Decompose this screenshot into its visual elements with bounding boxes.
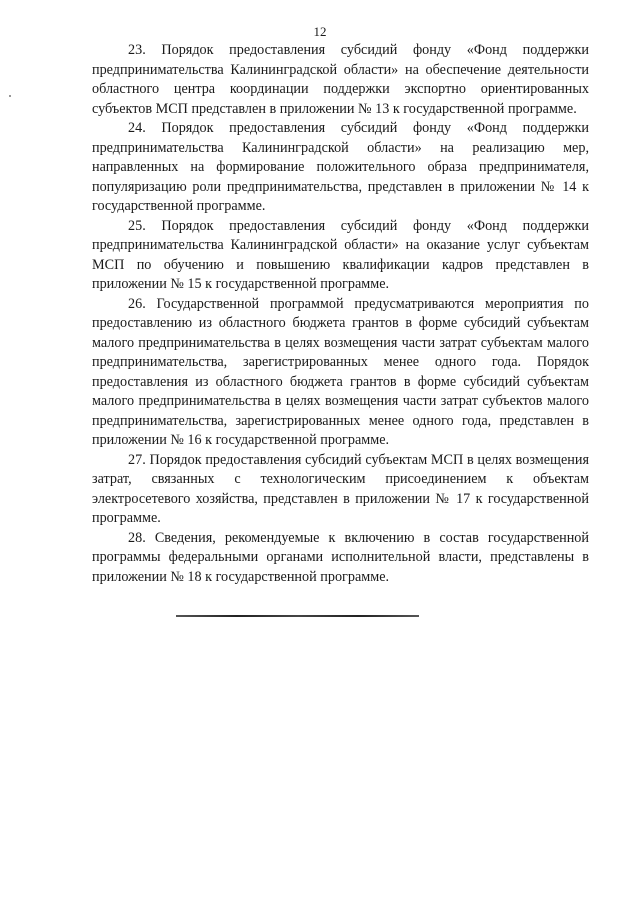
paragraph-25: 25. Порядок предоставления субсидий фонду «Фонд поддержки предпринимательства Калининградской области» на оказание услуг субъектам МСП по обучению и повышению квалификации кадров представлен в приложении № 15 к государственной программе. (92, 217, 589, 292)
end-of-document-rule (176, 615, 419, 617)
paragraph-23: 23. Порядок предоставления субсидий фонду «Фонд поддержки предпринимательства Калининградской области» на обеспечение деятельности областного центра координации поддержки экспортно ориентированных субъектов МСП представлен в приложении № 13 к государственной программе. (92, 42, 589, 117)
page-number: 12 (313, 24, 327, 39)
paragraph-26: 26. Государственной программой предусматриваются мероприятия по предоставлению из областного бюджета грантов в форме субсидий субъектам малого предпринимательства в целях возмещения части затрат субъектам малого предпринимательства, зарегистрированных менее одного года. Порядок предоставления из областного бюджета грантов в форме субсидий субъектам малого предпринимательства в целях возмещения части затрат субъектов малого предпринимательства, зарегистрированных менее одного года, представлен в приложении № 16 к государственной программе. (92, 295, 589, 448)
paragraph-27: 27. Порядок предоставления субсидий субъектам МСП в целях возмещения затрат, связанных с технологическим присоединением к объектам электросетевого хозяйства, представлен в приложении № 17 к государственной программе. (92, 451, 589, 526)
paragraph-28: 28. Сведения, рекомендуемые к включению в состав государственной программы федеральными органами исполнительной власти, представлены в приложении № 18 к государственной программе. (92, 529, 589, 585)
document-body (92, 41, 589, 587)
scan-artifact-dot (9, 95, 11, 97)
paragraph-24: 24. Порядок предоставления субсидий фонду «Фонд поддержки предпринимательства Калининградской области» на реализацию мер, направленных на формирование положительного образа предпринимателя, популяризацию роли предпринимательства, представлен в приложении № 14 к государственной программе. (92, 120, 589, 214)
